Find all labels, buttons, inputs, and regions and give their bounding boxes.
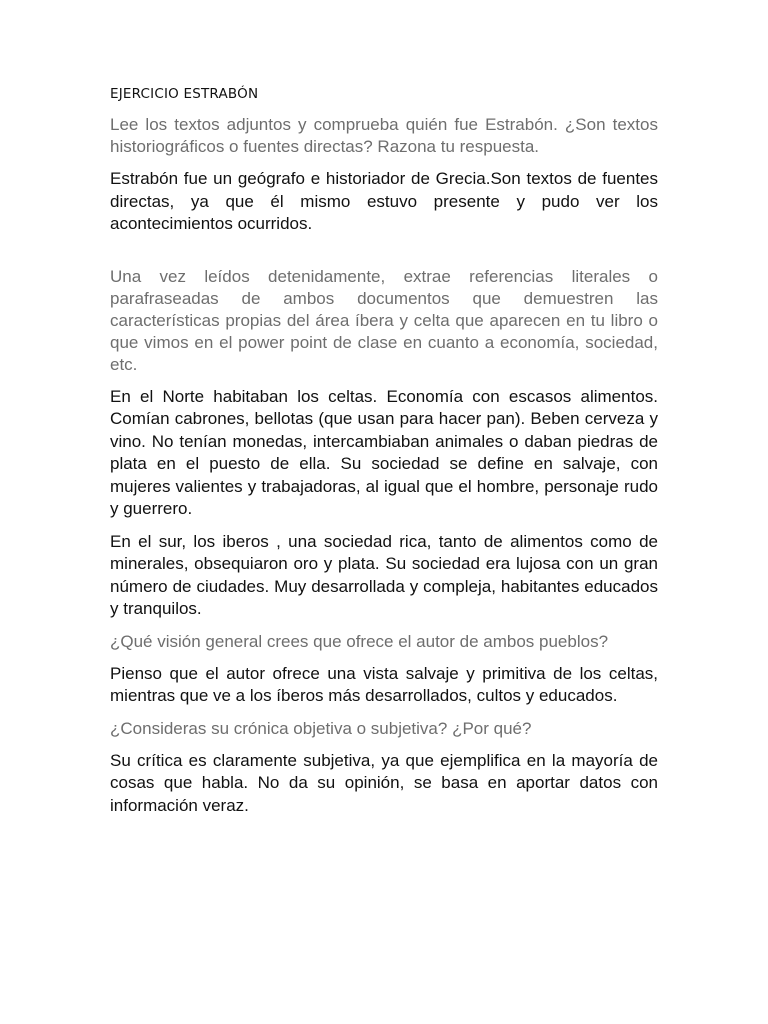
question-4-prompt: ¿Consideras su crónica objetiva o subjetiva? ¿Por qué? (110, 718, 532, 738)
question-2-prompt: Una vez leídos detenidamente, extrae referencias literales o parafraseadas de ambos documentos que demuestren las características propias del área íbera y celta que aparecen en tu libro o que vimos en el power point de clase en cuanto a economía, sociedad, etc. (110, 266, 658, 374)
question-1-answer: Estrabón fue un geógrafo e historiador de Grecia.Son textos de fuentes directas, ya que él mismo estuvo presente y pudo ver los acontecimientos ocurridos. (110, 169, 658, 233)
question-2-answer-north: En el Norte habitaban los celtas. Economía con escasos alimentos. Comían cabrones, bellotas (que usan para hacer pan). Beben cerveza y vino. No tenían monedas, intercambiaban animales o daban piedras de plata en el puesto de ella. Su sociedad se define en salvaje, con mujeres valientes y trabajadoras, al igual que el hombre, personaje rudo y guerrero. (110, 386, 658, 518)
paragraph-spacer (110, 246, 658, 266)
document-title: EJERCICIO ESTRABÓN (110, 86, 259, 102)
document-body (110, 86, 658, 827)
question-4-answer: Su crítica es claramente subjetiva, ya que ejemplifica en la mayoría de cosas que habla. No da su opinión, se basa en aportar datos con información veraz. (110, 750, 658, 815)
question-3-answer: Pienso que el autor ofrece una vista salvaje y primitiva de los celtas, mientras que ve a los íberos más desarrollados, cultos y educados. (110, 663, 658, 705)
question-2-answer-south: En el sur, los iberos , una sociedad rica, tanto de alimentos como de minerales, obsequiaron oro y plata. Su sociedad era lujosa con un gran número de ciudades. Muy desarrollada y compleja, habitantes educados y tranquilos. (110, 531, 658, 618)
question-3-prompt: ¿Qué visión general crees que ofrece el autor de ambos pueblos? (110, 631, 609, 651)
question-1-prompt: Lee los textos adjuntos y comprueba quién fue Estrabón. ¿Son textos historiográficos o fuentes directas? Razona tu respuesta. (110, 115, 658, 156)
